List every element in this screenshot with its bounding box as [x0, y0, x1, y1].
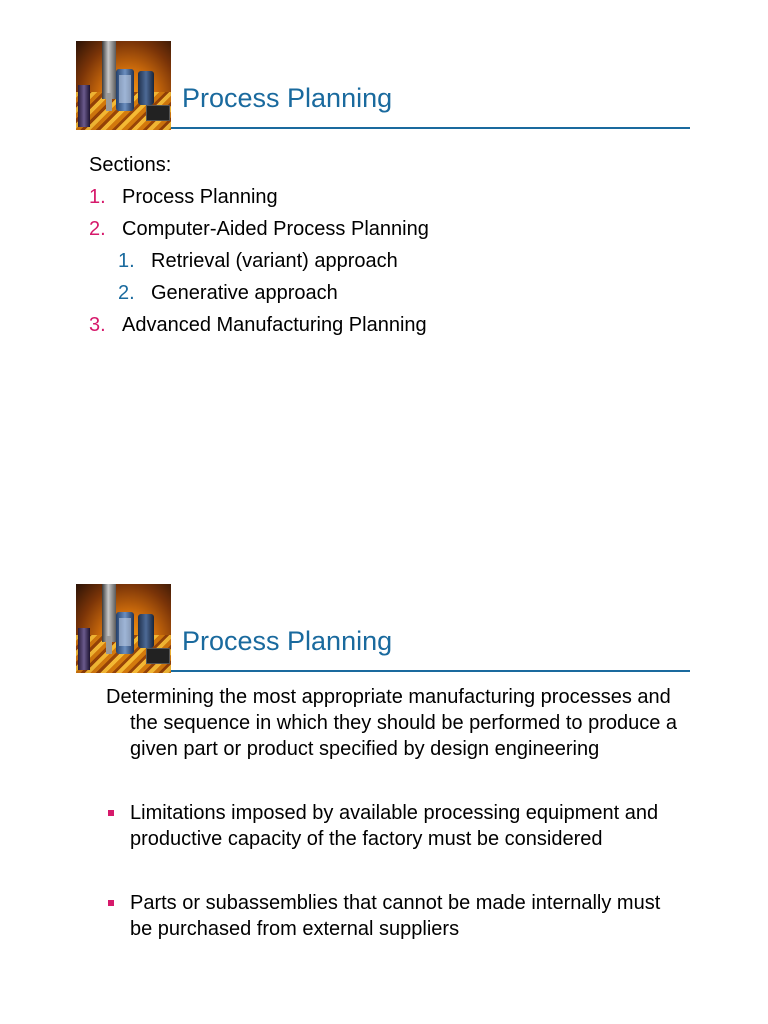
circuit-board-photo-icon — [76, 41, 171, 130]
title-rule — [171, 670, 690, 672]
item-text: Generative approach — [151, 282, 338, 304]
list-item — [106, 800, 681, 852]
sections-label: Sections: — [89, 154, 172, 176]
slide-title: Process Planning — [182, 83, 393, 113]
item-text: Computer-Aided Process Planning — [122, 218, 429, 240]
list-item — [89, 309, 429, 341]
item-number: 1. — [89, 186, 106, 208]
list-item — [89, 213, 429, 245]
definition-text: Determining the most appropriate manufacturing processes and the sequence in which they should be performed to produce a given part or product specified by design engineering — [106, 686, 678, 760]
title-rule — [171, 127, 690, 129]
square-bullet-icon — [108, 900, 114, 906]
sub-list-item — [89, 277, 429, 309]
bullet-text: Parts or subassemblies that cannot be made internally must be purchased from external suppliers — [130, 892, 661, 940]
item-number: 2. — [118, 282, 135, 304]
sections-list — [89, 181, 429, 341]
square-bullet-icon — [108, 810, 114, 816]
definition-body — [106, 684, 681, 942]
bullet-list — [106, 800, 681, 942]
circuit-board-photo-icon — [76, 584, 171, 673]
sections-body — [89, 149, 429, 341]
item-text: Process Planning — [122, 186, 278, 208]
item-text: Advanced Manufacturing Planning — [122, 314, 427, 336]
item-number: 2. — [89, 218, 106, 240]
item-number: 3. — [89, 314, 106, 336]
bullet-text: Limitations imposed by available processing equipment and productive capacity of the factory must be considered — [130, 802, 659, 850]
list-item — [106, 890, 681, 942]
list-item — [89, 181, 429, 213]
item-number: 1. — [118, 250, 135, 272]
item-text: Retrieval (variant) approach — [151, 250, 398, 272]
sub-list-item — [89, 245, 429, 277]
slide-title: Process Planning — [182, 626, 393, 656]
